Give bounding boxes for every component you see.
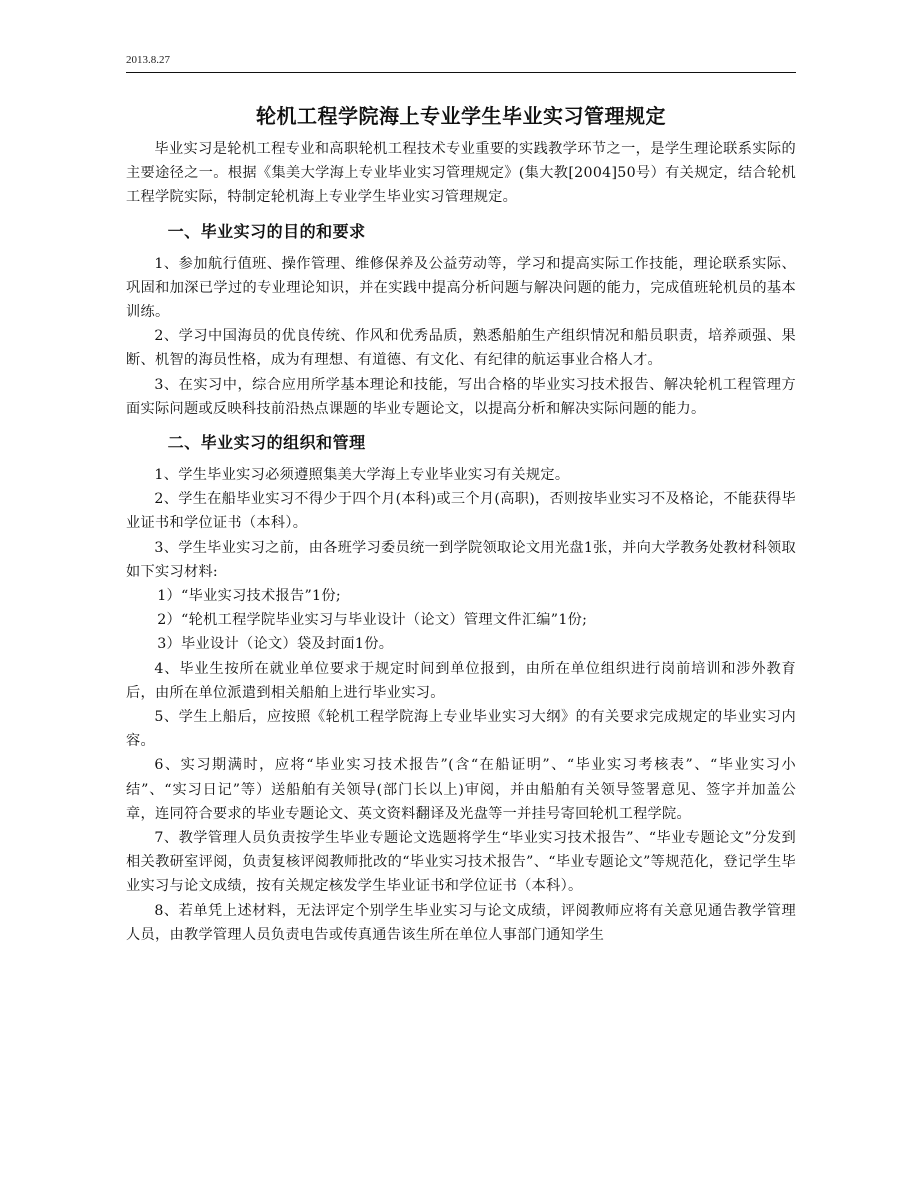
section-1-paragraph-2: 2、学习中国海员的优良传统、作风和优秀品质，熟悉船舶生产组织情况和船员职责，培养顽强、果断、机智的海员性格，成为有理想、有道德、有文化、有纪律的航运事业合格人才。 (126, 328, 796, 369)
materials-item-3: 3）毕业设计（论文）袋及封面1份。 (157, 636, 394, 653)
section-2-paragraph-8: 8、若单凭上述材料，无法评定个别学生毕业实习与论文成绩，评阅教师应将有关意见通告教学管理人员，由教学管理人员负责电告或传真通告该生所在单位人事部门通知学生 (126, 902, 796, 943)
header-date: 2013.8.27 (126, 54, 170, 66)
section-1-paragraph-3: 3、在实习中，综合应用所学基本理论和技能，写出合格的毕业实习技术报告、解决轮机工程管理方面实际问题或反映科技前沿热点课题的毕业专题论文，以提高分析和解决实际问题的能力。 (126, 376, 796, 417)
intro-paragraph: 毕业实习是轮机工程专业和高职轮机工程技术专业重要的实践教学环节之一，是学生理论联系实际的主要途径之一。根据《集美大学海上专业毕业实习管理规定》(集大教[2004]50号）有关规定，结合轮机工程学院实际，特制定轮机海上专业学生毕业实习管理规定。 (126, 141, 796, 206)
section-heading-1: 一、毕业实习的目的和要求 (167, 221, 366, 241)
section-2-paragraph-4: 4、毕业生按所在就业单位要求于规定时间到单位报到，由所在单位组织进行岗前培训和涉外教育后，由所在单位派遣到相关船舶上进行毕业实习。 (126, 660, 796, 701)
section-1-paragraph-1: 1、参加航行值班、操作管理、维修保养及公益劳动等，学习和提高实际工作技能，理论联系实际、巩固和加深已学过的专业理论知识，并在实践中提高分析问题与解决问题的能力，完成值班轮机员的基本训练。 (126, 255, 796, 321)
section-heading-2: 二、毕业实习的组织和管理 (167, 433, 366, 453)
section-2-paragraph-3: 3、学生毕业实习之前，由各班学习委员统一到学院领取论文用光盘1张，并向大学教务处教材科领取如下实习材料: (126, 539, 797, 580)
materials-item-1: 1）“毕业实习技术报告”1份; (157, 588, 341, 605)
section-2-paragraph-6: 6、实习期满时，应将“毕业实习技术报告”(含“在船证明”、“毕业实习考核表”、“毕业实习小结”、“实习日记”等）送船舶有关领导(部门长以上)审阅，并由船舶有关领导签署意见、签字并加盖公章，连同符合要求的毕业专题论文、英文资料翻译及光盘等一并挂号寄回轮机工程学院。 (126, 757, 796, 822)
section-2-paragraph-7: 7、教学管理人员负责按学生毕业专题论文选题将学生“毕业实习技术报告”、“毕业专题论文”分发到相关教研室评阅，负责复核评阅教师批改的“毕业实习技术报告”、“毕业专题论文”等规范化，登记学生毕业实习与论文成绩，按有关规定核发学生毕业证书和学位证书（本科）。 (126, 830, 796, 895)
document-page (126, 52, 796, 947)
section-2-paragraph-1: 1、学生毕业实习必须遵照集美大学海上专业毕业实习有关规定。 (154, 467, 570, 484)
materials-item-2: 2）“轮机工程学院毕业实习与毕业设计（论文）管理文件汇编”1份; (157, 612, 588, 629)
section-2-paragraph-5: 5、学生上船后，应按照《轮机工程学院海上专业毕业实习大纲》的有关要求完成规定的毕业实习内容。 (126, 709, 796, 750)
section-2-paragraph-2: 2、学生在船毕业实习不得少于四个月(本科)或三个月(高职)，否则按毕业实习不及格论，不能获得毕业证书和学位证书（本科）。 (126, 491, 796, 532)
document-title: 轮机工程学院海上专业学生毕业实习管理规定 (256, 104, 666, 128)
header-rule (126, 72, 796, 73)
